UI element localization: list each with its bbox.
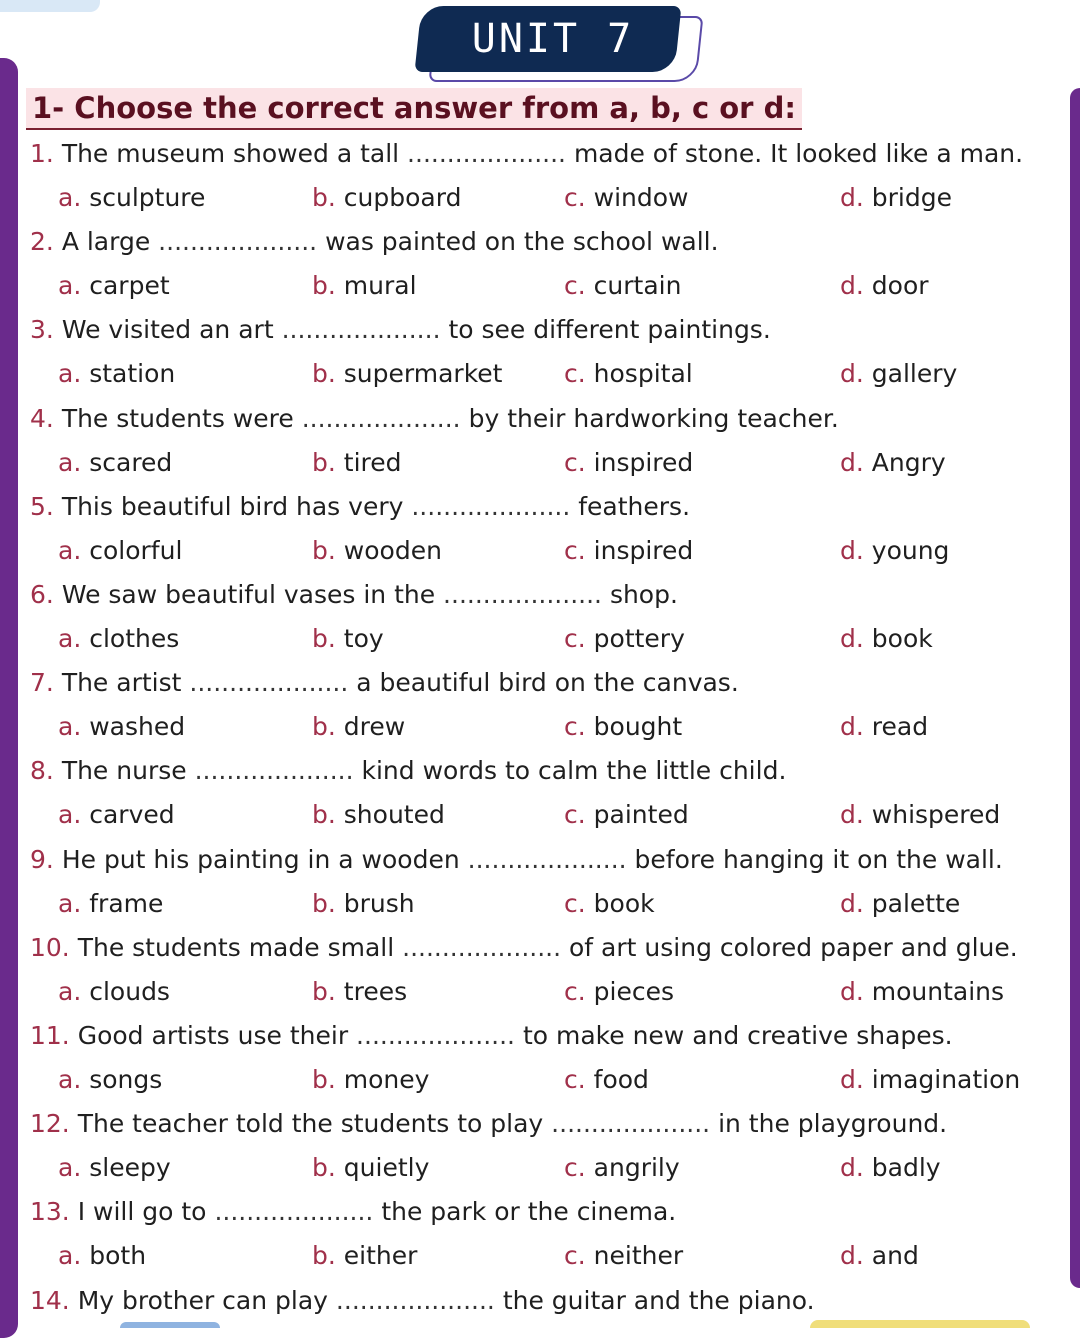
question-text-before: This beautiful bird has very <box>61 492 404 521</box>
option-c <box>564 536 693 566</box>
option-a <box>58 536 182 566</box>
option-text: palette <box>871 889 961 918</box>
question-1 <box>30 139 1023 169</box>
option-a <box>58 624 179 654</box>
option-a <box>58 183 205 213</box>
answer-blank: .................... <box>301 404 461 433</box>
question-number: 11. <box>30 1021 70 1050</box>
option-letter: c. <box>564 271 586 300</box>
option-text: window <box>593 183 689 212</box>
question-number: 2. <box>30 227 54 256</box>
option-d <box>840 624 933 654</box>
option-text: carpet <box>89 271 170 300</box>
question-text-after: was painted on the school wall. <box>325 227 719 256</box>
answer-blank: .................... <box>158 227 318 256</box>
option-text: young <box>871 536 950 565</box>
option-letter: a. <box>58 624 82 653</box>
unit-title: UNIT 7 <box>471 16 635 62</box>
option-b <box>312 536 442 566</box>
option-letter: b. <box>312 448 336 477</box>
question-number: 5. <box>30 492 54 521</box>
answer-blank: .................... <box>335 1286 495 1315</box>
option-c <box>564 271 681 301</box>
option-letter: c. <box>564 1065 586 1094</box>
option-text: imagination <box>871 1065 1021 1094</box>
question-text-before: Good artists use their <box>77 1021 349 1050</box>
option-text: badly <box>871 1153 941 1182</box>
option-text: washed <box>89 712 186 741</box>
option-text: inspired <box>593 536 694 565</box>
option-text: brush <box>343 889 415 918</box>
option-letter: c. <box>564 183 586 212</box>
option-a <box>58 1241 146 1271</box>
question-text-before: We visited an art <box>61 315 274 344</box>
question-9 <box>30 845 1003 875</box>
question-text-after: to see different paintings. <box>448 315 771 344</box>
option-text: angrily <box>593 1153 680 1182</box>
answer-blank: .................... <box>411 492 571 521</box>
option-text: bridge <box>871 183 952 212</box>
question-text-before: I will go to <box>77 1197 207 1226</box>
option-letter: c. <box>564 624 586 653</box>
question-3 <box>30 315 771 345</box>
option-c <box>564 624 685 654</box>
option-text: clothes <box>89 624 180 653</box>
option-d <box>840 1241 919 1271</box>
option-d <box>840 1153 941 1183</box>
question-2 <box>30 227 719 257</box>
option-text: food <box>593 1065 649 1094</box>
option-text: mountains <box>871 977 1005 1006</box>
option-letter: d. <box>840 977 864 1006</box>
section-title: 1- Choose the correct answer from a, b, c or d: <box>26 88 802 130</box>
question-text-before: He put his painting in a wooden <box>61 845 460 874</box>
option-text: gallery <box>871 359 958 388</box>
option-text: frame <box>89 889 164 918</box>
option-letter: a. <box>58 1065 82 1094</box>
option-letter: d. <box>840 624 864 653</box>
option-letter: b. <box>312 800 336 829</box>
option-text: tired <box>343 448 402 477</box>
option-letter: c. <box>564 359 586 388</box>
option-letter: d. <box>840 712 864 741</box>
option-d <box>840 183 952 213</box>
option-a <box>58 977 170 1007</box>
option-b <box>312 359 502 389</box>
option-c <box>564 800 689 830</box>
question-text-after: feathers. <box>578 492 691 521</box>
question-number: 10. <box>30 933 70 962</box>
option-letter: b. <box>312 1153 336 1182</box>
question-text-before: My brother can play <box>77 1286 328 1315</box>
answer-blank: .................... <box>551 1109 711 1138</box>
option-b <box>312 448 402 478</box>
option-c <box>564 183 689 213</box>
option-b <box>312 889 415 919</box>
question-number: 9. <box>30 845 54 874</box>
option-a <box>58 1065 162 1095</box>
option-letter: d. <box>840 183 864 212</box>
option-c <box>564 712 682 742</box>
option-letter: d. <box>840 1065 864 1094</box>
question-text-before: The artist <box>61 668 182 697</box>
option-letter: b. <box>312 712 336 741</box>
option-c <box>564 1153 680 1183</box>
option-c <box>564 359 693 389</box>
question-10 <box>30 933 1018 963</box>
option-text: wooden <box>343 536 442 565</box>
option-letter: c. <box>564 448 586 477</box>
option-b <box>312 624 384 654</box>
option-letter: d. <box>840 889 864 918</box>
question-11 <box>30 1021 953 1051</box>
option-text: door <box>871 271 929 300</box>
option-d <box>840 359 957 389</box>
question-text-before: The teacher told the students to play <box>77 1109 544 1138</box>
option-text: songs <box>89 1065 163 1094</box>
option-b <box>312 1241 417 1271</box>
option-letter: d. <box>840 359 864 388</box>
question-number: 7. <box>30 668 54 697</box>
option-text: both <box>89 1241 147 1270</box>
question-text-before: The museum showed a tall <box>61 139 400 168</box>
option-letter: c. <box>564 800 586 829</box>
option-d <box>840 536 949 566</box>
option-text: painted <box>593 800 689 829</box>
question-number: 12. <box>30 1109 70 1138</box>
option-letter: a. <box>58 271 82 300</box>
option-b <box>312 1065 429 1095</box>
option-a <box>58 1153 171 1183</box>
option-letter: c. <box>564 1241 586 1270</box>
unit-badge <box>418 6 698 82</box>
option-text: either <box>343 1241 418 1270</box>
option-letter: a. <box>58 889 82 918</box>
answer-blank: .................... <box>407 139 566 168</box>
answer-blank: .................... <box>214 1197 374 1226</box>
question-4 <box>30 404 839 434</box>
option-letter: b. <box>312 271 336 300</box>
option-letter: d. <box>840 1241 864 1270</box>
question-12 <box>30 1109 947 1139</box>
answer-blank: .................... <box>402 933 562 962</box>
option-d <box>840 448 946 478</box>
option-letter: a. <box>58 800 82 829</box>
question-13 <box>30 1197 676 1227</box>
option-letter: c. <box>564 977 586 1006</box>
option-b <box>312 800 445 830</box>
option-letter: c. <box>564 889 586 918</box>
option-text: sculpture <box>89 183 206 212</box>
question-text-after: kind words to calm the little child. <box>361 756 787 785</box>
option-a <box>58 359 175 389</box>
option-b <box>312 183 461 213</box>
option-letter: d. <box>840 536 864 565</box>
option-text: book <box>593 889 655 918</box>
corner-decoration <box>0 0 100 12</box>
option-letter: c. <box>564 1153 586 1182</box>
option-text: quietly <box>343 1153 430 1182</box>
option-text: read <box>871 712 929 741</box>
option-b <box>312 712 405 742</box>
option-letter: b. <box>312 536 336 565</box>
question-text-before: A large <box>61 227 151 256</box>
option-text: curtain <box>593 271 682 300</box>
option-letter: b. <box>312 1065 336 1094</box>
question-7 <box>30 668 739 698</box>
question-text-before: The nurse <box>61 756 187 785</box>
option-a <box>58 271 170 301</box>
question-text-after: shop. <box>609 580 678 609</box>
option-text: inspired <box>593 448 694 477</box>
option-letter: b. <box>312 889 336 918</box>
option-text: clouds <box>89 977 170 1006</box>
question-6 <box>30 580 678 610</box>
option-letter: a. <box>58 712 82 741</box>
option-letter: b. <box>312 1241 336 1270</box>
option-a <box>58 448 172 478</box>
question-text-after: to make new and creative shapes. <box>522 1021 953 1050</box>
option-text: Angry <box>871 448 946 477</box>
option-letter: d. <box>840 1153 864 1182</box>
option-text: supermarket <box>343 359 503 388</box>
option-text: cupboard <box>343 183 462 212</box>
option-letter: b. <box>312 183 336 212</box>
option-letter: c. <box>564 536 586 565</box>
question-14 <box>30 1286 815 1316</box>
answer-blank: .................... <box>356 1021 515 1050</box>
question-number: 1. <box>30 139 54 168</box>
option-letter: a. <box>58 1241 82 1270</box>
question-text-after: made of stone. It looked like a man. <box>573 139 1024 168</box>
option-d <box>840 977 1004 1007</box>
option-text: whispered <box>871 800 1001 829</box>
option-text: pieces <box>593 977 675 1006</box>
bottom-decoration-right <box>810 1320 1030 1328</box>
question-number: 13. <box>30 1197 70 1226</box>
option-a <box>58 712 185 742</box>
option-text: bought <box>593 712 683 741</box>
question-5 <box>30 492 690 522</box>
option-d <box>840 889 960 919</box>
option-d <box>840 800 1000 830</box>
option-text: colorful <box>89 536 183 565</box>
option-b <box>312 977 407 1007</box>
question-text-after: of art using colored paper and glue. <box>569 933 1018 962</box>
option-letter: a. <box>58 448 82 477</box>
left-border-bar <box>0 58 18 1338</box>
option-d <box>840 712 928 742</box>
answer-blank: .................... <box>281 315 441 344</box>
option-a <box>58 889 163 919</box>
option-letter: a. <box>58 359 82 388</box>
option-d <box>840 1065 1020 1095</box>
answer-blank: .................... <box>443 580 602 609</box>
question-text-after: by their hardworking teacher. <box>468 404 839 433</box>
option-b <box>312 271 417 301</box>
option-letter: c. <box>564 712 586 741</box>
option-letter: a. <box>58 536 82 565</box>
option-text: carved <box>89 800 175 829</box>
option-text: toy <box>343 624 384 653</box>
question-number: 14. <box>30 1286 70 1315</box>
bottom-decoration-left <box>120 1322 220 1328</box>
option-c <box>564 977 674 1007</box>
option-text: book <box>871 624 933 653</box>
option-text: neither <box>593 1241 684 1270</box>
option-c <box>564 1241 683 1271</box>
option-c <box>564 448 693 478</box>
question-text-after: in the playground. <box>718 1109 948 1138</box>
option-text: pottery <box>593 624 685 653</box>
option-d <box>840 271 929 301</box>
option-letter: b. <box>312 359 336 388</box>
question-text-after: the park or the cinema. <box>381 1197 677 1226</box>
option-text: sleepy <box>89 1153 171 1182</box>
question-text-before: The students made small <box>77 933 395 962</box>
option-text: money <box>343 1065 430 1094</box>
answer-blank: .................... <box>189 668 349 697</box>
question-text-before: The students were <box>61 404 294 433</box>
question-text-after: the guitar and the piano. <box>502 1286 815 1315</box>
right-border-bar <box>1070 88 1080 1288</box>
option-letter: b. <box>312 624 336 653</box>
option-letter: b. <box>312 977 336 1006</box>
option-c <box>564 1065 649 1095</box>
option-text: scared <box>89 448 173 477</box>
question-8 <box>30 756 786 786</box>
option-letter: d. <box>840 271 864 300</box>
option-b <box>312 1153 429 1183</box>
option-c <box>564 889 655 919</box>
question-number: 4. <box>30 404 54 433</box>
question-text-after: before hanging it on the wall. <box>634 845 1003 874</box>
answer-blank: .................... <box>467 845 627 874</box>
option-a <box>58 800 175 830</box>
answer-blank: .................... <box>194 756 354 785</box>
option-text: hospital <box>593 359 693 388</box>
question-number: 8. <box>30 756 54 785</box>
option-letter: a. <box>58 977 82 1006</box>
option-text: trees <box>343 977 408 1006</box>
option-letter: d. <box>840 448 864 477</box>
question-number: 6. <box>30 580 54 609</box>
option-text: drew <box>343 712 406 741</box>
option-letter: a. <box>58 1153 82 1182</box>
question-text-after: a beautiful bird on the canvas. <box>356 668 739 697</box>
option-text: and <box>871 1241 919 1270</box>
option-letter: d. <box>840 800 864 829</box>
option-text: mural <box>343 271 417 300</box>
option-letter: a. <box>58 183 82 212</box>
option-text: shouted <box>343 800 445 829</box>
question-text-before: We saw beautiful vases in the <box>61 580 436 609</box>
option-text: station <box>89 359 176 388</box>
question-number: 3. <box>30 315 54 344</box>
